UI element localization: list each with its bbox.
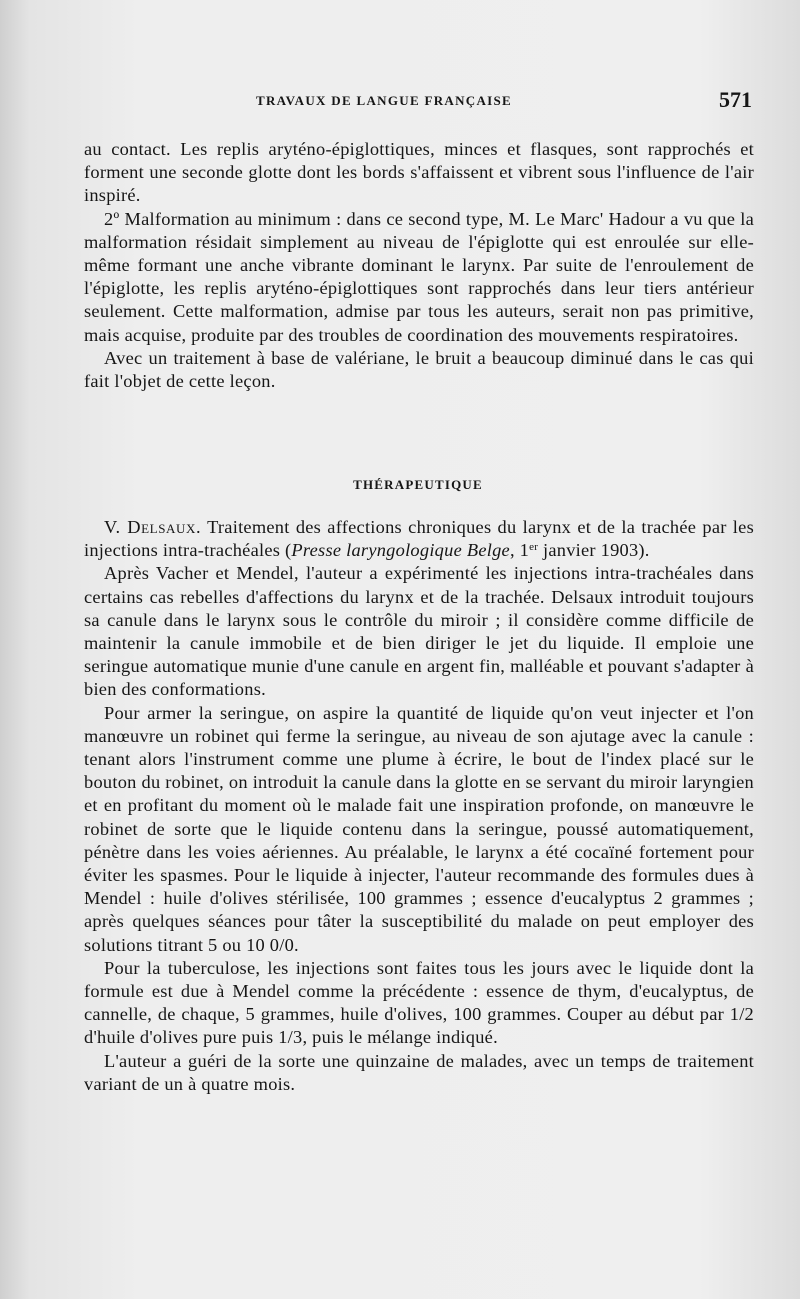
section-heading: THÉRAPEUTIQUE bbox=[353, 477, 483, 492]
article-citation bbox=[84, 516, 754, 562]
citation-date-prefix: , 1 bbox=[509, 540, 530, 561]
paragraph: Avec un traitement à base de valériane, le bruit a beaucoup diminué dans le cas qui fait l'objet de cette leçon. bbox=[84, 347, 754, 392]
page-number: 571 bbox=[719, 87, 752, 112]
paragraph: Après Vacher et Mendel, l'auteur a expérimenté les injections intra-trachéales dans certains cas rebelles d'affections du larynx et de la trachée. Delsaux introduit toujours sa canule dans le larynx sous le contrôle du miroir ; il considère comme difficile de maintenir la canule immobile et de bien diriger le jet du liquide. Il emploie une seringue automatique munie d'une canule en argent fin, malléable et pouvant s'adapter à bien des conformations. bbox=[84, 563, 754, 700]
continued-text bbox=[84, 138, 754, 393]
ordinal-superscript: er bbox=[529, 541, 539, 554]
running-title: TRAVAUX DE LANGUE FRANÇAISE bbox=[256, 93, 513, 108]
article-title: Traitement des affections chroniques du larynx et de la trachée par les injections intra-trachéales ( bbox=[84, 517, 754, 561]
citation-date-suffix: janvier 1903). bbox=[538, 540, 650, 561]
article-abstract bbox=[84, 516, 754, 1096]
paragraph: Pour armer la seringue, on aspire la quantité de liquide qu'on veut injecter et l'on manœuvre un robinet qui ferme la seringue, au niveau de son ajutage avec la canule : tenant alors l'instrument comme une plume à écrire, le bout de l'index placé sur le bouton du robinet, on introduit la canule dans la glotte en se servant du miroir laryngien et en profitant du moment où le malade fait une inspiration profonde, on manœuvre le robinet de sorte que le liquide contenu dans la seringue, poussé automatiquement, pénètre dans les voies aériennes. Au préalable, le larynx a été cocaïné fortement pour éviter les spasmes. Pour le liquide à injecter, l'auteur recommande des formules dues à Mendel : huile d'olives stérilisée, 100 grammes ; essence d'eucalyptus 2 grammes ; après quelques séances pour tâter la susceptibilité du malade on peut employer des solutions titrant 5 ou 10 0/0. bbox=[84, 702, 754, 955]
article-author: V. Delsaux. bbox=[104, 517, 202, 537]
journal-name: Presse laryngologique Belge bbox=[291, 540, 510, 561]
paragraph: L'auteur a guéri de la sorte une quinzaine de malades, avec un temps de traitement variant de un à quatre mois. bbox=[84, 1050, 754, 1094]
running-header bbox=[84, 87, 752, 117]
paragraph: Pour la tuberculose, les injections sont faites tous les jours avec le liquide dont la formule est due à Mendel comme la précédente : essence de thym, d'eucalyptus, de cannelle, de chaque, 5 grammes, huile d'olives, 100 grammes. Couper au début par 1/2 d'huile d'olives pure puis 1/3, puis le mélange indiqué. bbox=[84, 957, 754, 1048]
paragraph: au contact. Les replis aryténo-épiglottiques, minces et flasques, sont rapprochés et forment une seconde glotte dont les bords s'affaissent et vibrent sous l'influence de l'air inspiré. bbox=[84, 139, 754, 206]
paragraph: 2º Malformation au minimum : dans ce second type, M. Le Marc' Hadour a vu que la malformation résidait simplement au niveau de l'épiglotte qui est enroulée sur elle-même formant une anche vibrante dominant le larynx. Par suite de l'enroulement de l'épiglotte, les replis aryténo-épiglottiques sont rapprochés dans leur tiers antérieur seulement. Cette malformation, admise par tous les auteurs, serait non pas primitive, mais acquise, produite par des troubles de coordination des mouvements respiratoires. bbox=[84, 208, 754, 345]
